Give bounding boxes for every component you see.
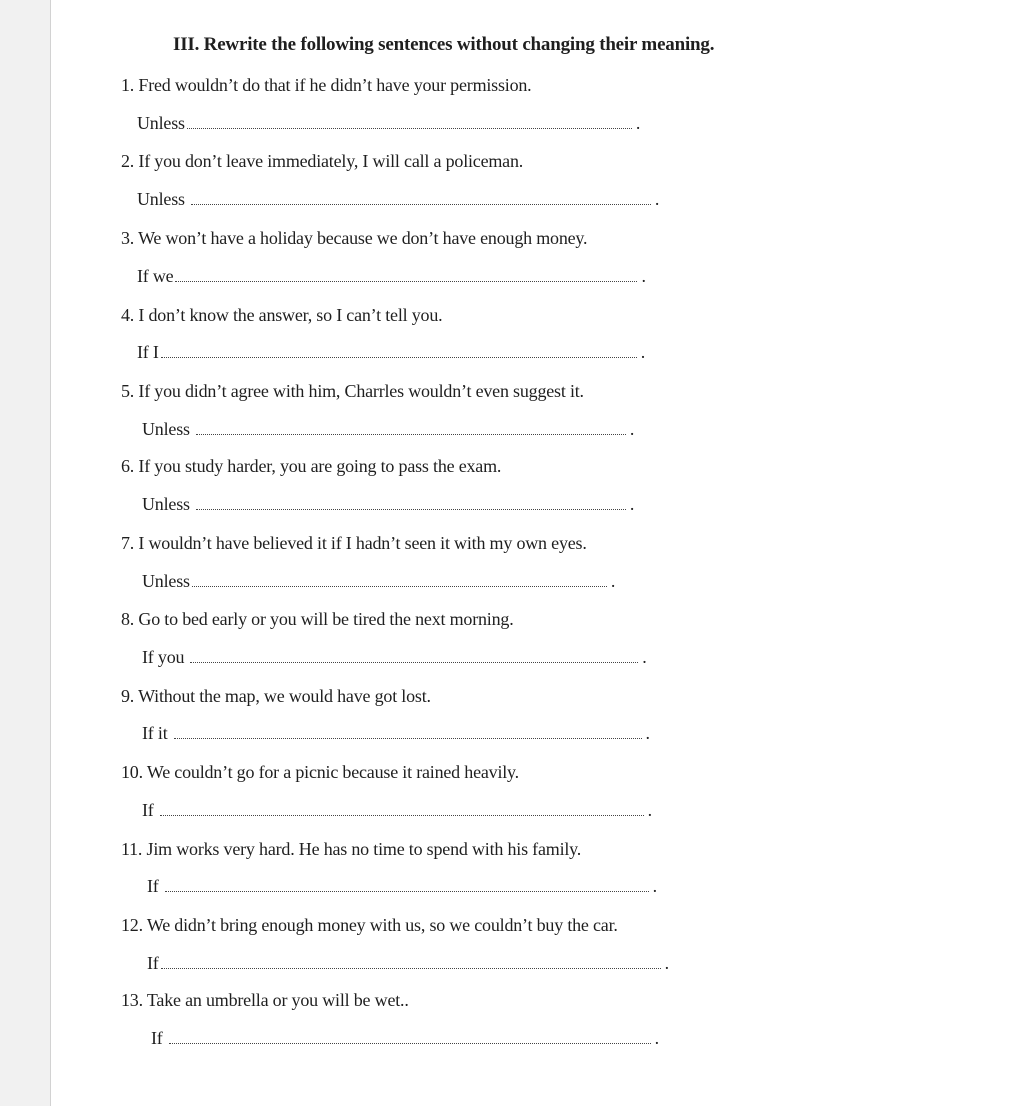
exercise-heading: III. Rewrite the following sentences without changing their meaning. bbox=[173, 34, 715, 55]
dotted-line bbox=[196, 504, 626, 510]
answer-line-13[interactable]: If . bbox=[151, 1028, 659, 1048]
answer-start: If we bbox=[137, 266, 174, 286]
answer-start: Unless bbox=[142, 571, 190, 591]
answer-line-9[interactable]: If it . bbox=[142, 723, 650, 743]
question-4: 4. I don’t know the answer, so I can’t tell you. bbox=[121, 305, 443, 325]
question-6: 6. If you study harder, you are going to pass the exam. bbox=[121, 456, 502, 476]
dotted-line bbox=[165, 886, 649, 892]
answer-line-7[interactable]: Unless . bbox=[142, 571, 616, 591]
answer-start: If it bbox=[142, 723, 168, 743]
dotted-line bbox=[187, 123, 632, 129]
question-7: 7. I wouldn’t have believed it if I hadn’t seen it with my own eyes. bbox=[121, 533, 587, 553]
dotted-line bbox=[161, 352, 637, 358]
answer-start: Unless bbox=[137, 189, 185, 209]
dotted-line bbox=[169, 1038, 651, 1044]
dotted-line bbox=[174, 733, 642, 739]
answer-line-2[interactable]: Unless . bbox=[137, 189, 660, 209]
answer-line-1[interactable]: Unless . bbox=[137, 113, 641, 133]
question-5: 5. If you didn’t agree with him, Charrles wouldn’t even suggest it. bbox=[121, 381, 584, 401]
dotted-line bbox=[196, 429, 626, 435]
answer-line-10[interactable]: If . bbox=[142, 800, 652, 820]
question-10: 10. We couldn’t go for a picnic because it rained heavily. bbox=[121, 762, 519, 782]
answer-start: If I bbox=[137, 342, 159, 362]
dotted-line bbox=[192, 581, 607, 587]
answer-start: If bbox=[147, 953, 159, 973]
document-page bbox=[50, 0, 1024, 1106]
answer-start: If bbox=[142, 800, 154, 820]
answer-line-6[interactable]: Unless . bbox=[142, 494, 635, 514]
answer-start: Unless bbox=[137, 113, 185, 133]
dotted-line bbox=[191, 199, 651, 205]
answer-start: Unless bbox=[142, 419, 190, 439]
answer-line-4[interactable]: If I . bbox=[137, 342, 645, 362]
question-3: 3. We won’t have a holiday because we don’t have enough money. bbox=[121, 228, 588, 248]
question-11: 11. Jim works very hard. He has no time to spend with his family. bbox=[121, 839, 582, 859]
answer-line-12[interactable]: If . bbox=[147, 953, 669, 973]
answer-start: If bbox=[147, 876, 159, 896]
answer-start: If you bbox=[142, 647, 185, 667]
answer-line-3[interactable]: If we . bbox=[137, 266, 646, 286]
answer-start: If bbox=[151, 1028, 163, 1048]
question-8: 8. Go to bed early or you will be tired the next morning. bbox=[121, 609, 514, 629]
question-2: 2. If you don’t leave immediately, I will call a policeman. bbox=[121, 151, 524, 171]
dotted-line bbox=[190, 657, 638, 663]
dotted-line bbox=[161, 963, 661, 969]
question-13: 13. Take an umbrella or you will be wet.. bbox=[121, 990, 409, 1010]
dotted-line bbox=[175, 276, 637, 282]
answer-start: Unless bbox=[142, 494, 190, 514]
dotted-line bbox=[160, 810, 644, 816]
answer-line-8[interactable]: If you . bbox=[142, 647, 647, 667]
answer-line-5[interactable]: Unless . bbox=[142, 419, 635, 439]
answer-line-11[interactable]: If . bbox=[147, 876, 657, 896]
question-9: 9. Without the map, we would have got lost. bbox=[121, 686, 431, 706]
question-12: 12. We didn’t bring enough money with us, so we couldn’t buy the car. bbox=[121, 915, 618, 935]
question-1: 1. Fred wouldn’t do that if he didn’t have your permission. bbox=[121, 75, 532, 95]
